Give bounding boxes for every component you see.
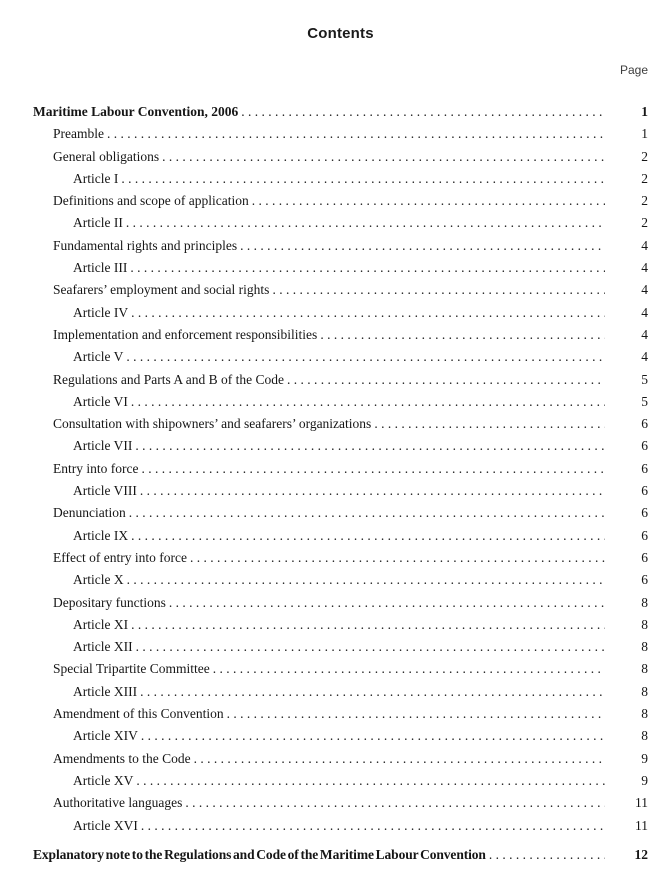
toc-entry-label: Authoritative languages (53, 795, 183, 811)
toc-entry-label: Depositary functions (53, 594, 166, 610)
toc-entry-page: 12 (634, 846, 648, 862)
dot-leader (130, 257, 605, 279)
toc-entry-label: Article IV (73, 304, 129, 320)
dot-leader (489, 844, 605, 866)
toc-entry-page: 5 (641, 393, 648, 409)
toc-entry-page: 4 (641, 349, 648, 365)
toc-entry-label: Article IX (73, 527, 129, 543)
dot-leader (185, 792, 605, 814)
toc-entry (33, 435, 648, 457)
toc-entry-page: 6 (641, 416, 648, 432)
toc-entry-page: 9 (641, 750, 648, 766)
toc-entry-page: 4 (641, 282, 648, 298)
dot-leader (287, 369, 605, 391)
dot-leader (252, 190, 605, 212)
dot-leader (107, 123, 605, 145)
toc-entry-page: 6 (641, 505, 648, 521)
toc-entry-label: Preamble (53, 126, 104, 142)
toc-entry-page: 8 (641, 683, 648, 699)
toc-entry-page: 4 (641, 237, 648, 253)
toc-entry (33, 458, 648, 480)
toc-entry (33, 190, 648, 212)
toc-entry-page: 6 (641, 460, 648, 476)
toc-entry-page: 6 (641, 549, 648, 565)
toc-entry-label: Effect of entry into force (53, 549, 187, 565)
dot-leader (131, 525, 605, 547)
dot-leader (241, 101, 605, 123)
dot-leader (141, 725, 605, 747)
toc-entry-label: General obligations (53, 148, 160, 164)
toc-entry-page: 8 (641, 661, 648, 677)
toc-entry-page: 4 (641, 260, 648, 276)
toc-entry (33, 525, 648, 547)
toc-entry (33, 636, 648, 658)
dot-leader (131, 302, 605, 324)
toc-entry-label: Article XII (73, 639, 133, 655)
toc-list (33, 101, 648, 866)
dot-leader (135, 435, 605, 457)
toc-entry-label: Article X (73, 572, 124, 588)
toc-entry-label: Consultation with shipowners’ and seafarers’ organizations (53, 416, 372, 432)
toc-entry-page: 9 (641, 772, 648, 788)
toc-entry-page: 6 (641, 572, 648, 588)
toc-entry-page: 2 (641, 148, 648, 164)
toc-entry-label: Denunciation (53, 505, 126, 521)
toc-entry-page: 1 (641, 126, 648, 142)
toc-entry-page: 8 (641, 594, 648, 610)
toc-entry (33, 346, 648, 368)
dot-leader (320, 324, 605, 346)
dot-leader (190, 547, 605, 569)
toc-entry-label: Article XI (73, 616, 129, 632)
toc-entry (33, 502, 648, 524)
page-column-header: Page (619, 63, 648, 77)
toc-entry-page: 11 (635, 817, 648, 833)
dot-leader (194, 748, 605, 770)
page-title: Contents (307, 25, 374, 42)
toc-entry-page: 6 (641, 483, 648, 499)
toc-entry-label: Amendment of this Convention (53, 706, 224, 722)
toc-entry-label: Implementation and enforcement responsibilities (53, 326, 318, 342)
toc-entry-page: 6 (641, 438, 648, 454)
toc-entry-page: 8 (641, 706, 648, 722)
toc-entry-label: Article V (73, 349, 124, 365)
toc-entry-page: 8 (641, 639, 648, 655)
dot-leader (162, 146, 605, 168)
dot-leader (141, 458, 605, 480)
dot-leader (131, 614, 605, 636)
toc-entry (33, 480, 648, 502)
toc-entry (33, 212, 648, 234)
toc-entry-label: Article I (73, 170, 119, 186)
dot-leader (136, 770, 605, 792)
dot-leader (127, 569, 605, 591)
dot-leader (136, 636, 605, 658)
toc-entry-page: 5 (641, 371, 648, 387)
toc-entry (33, 815, 648, 837)
toc-entry (33, 569, 648, 591)
dot-leader (141, 815, 605, 837)
toc-entry-page: 1 (641, 104, 648, 119)
toc-entry-page: 6 (641, 527, 648, 543)
toc-entry-page: 8 (641, 728, 648, 744)
toc-entry (33, 658, 648, 680)
toc-entry (33, 391, 648, 413)
toc-entry (33, 792, 648, 814)
dot-leader (213, 658, 605, 680)
toc-entry (33, 101, 648, 123)
toc-entry-label: Regulations and Parts A and B of the Code (53, 371, 284, 387)
toc-entry-page: 2 (641, 215, 648, 231)
dot-leader (131, 391, 605, 413)
toc-entry-label: Entry into force (53, 460, 139, 476)
toc-entry (33, 123, 648, 145)
toc-entry-label: Article VII (73, 438, 133, 454)
dot-leader (140, 480, 605, 502)
toc-entry (33, 413, 648, 435)
toc-entry-label: Article XIV (73, 728, 138, 744)
toc-entry (33, 146, 648, 168)
toc-entry-label: Article VI (73, 393, 128, 409)
toc-entry-page: 8 (641, 616, 648, 632)
toc-entry (33, 302, 648, 324)
toc-entry (33, 725, 648, 747)
toc-entry-label: Fundamental rights and principles (53, 237, 238, 253)
toc-entry (33, 257, 648, 279)
toc-entry-page: 11 (635, 795, 648, 811)
toc-entry-label: Article XV (73, 772, 134, 788)
toc-entry-page: 4 (641, 326, 648, 342)
dot-leader (227, 703, 605, 725)
toc-entry (33, 614, 648, 636)
toc-entry-label: Maritime Labour Convention, 2006 (33, 104, 239, 119)
toc-entry (33, 369, 648, 391)
toc-entry-label: Seafarers’ employment and social rights (53, 282, 270, 298)
toc-entry (33, 703, 648, 725)
dot-leader (240, 235, 605, 257)
toc-entry-label: Article VIII (73, 483, 137, 499)
dot-leader (140, 681, 605, 703)
toc-entry (33, 844, 648, 866)
dot-leader (129, 502, 605, 524)
toc-entry-label: Explanatory note to the Regulations and Code of the Maritime Labour Convention (33, 846, 486, 862)
dot-leader (121, 168, 605, 190)
toc-entry (33, 235, 648, 257)
toc-entry (33, 168, 648, 190)
dot-leader (374, 413, 605, 435)
dot-leader (272, 279, 605, 301)
toc-entry-label: Definitions and scope of application (53, 193, 249, 209)
toc-entry (33, 681, 648, 703)
toc-entry-label: Amendments to the Code (53, 750, 191, 766)
dot-leader (126, 346, 605, 368)
toc-entry-page: 4 (641, 304, 648, 320)
toc-entry-label: Article XIII (73, 683, 138, 699)
dot-leader (169, 592, 605, 614)
toc-entry (33, 279, 648, 301)
toc-entry (33, 324, 648, 346)
toc-entry-page: 2 (641, 170, 648, 186)
toc-entry (33, 748, 648, 770)
toc-entry-label: Article III (73, 260, 128, 276)
toc-entry (33, 770, 648, 792)
toc-entry (33, 547, 648, 569)
toc-entry-label: Article XVI (73, 817, 138, 833)
toc-entry (33, 592, 648, 614)
dot-leader (126, 212, 605, 234)
toc-entry-page: 2 (641, 193, 648, 209)
toc-entry-label: Article II (73, 215, 123, 231)
toc-entry-label: Special Tripartite Committee (53, 661, 210, 677)
